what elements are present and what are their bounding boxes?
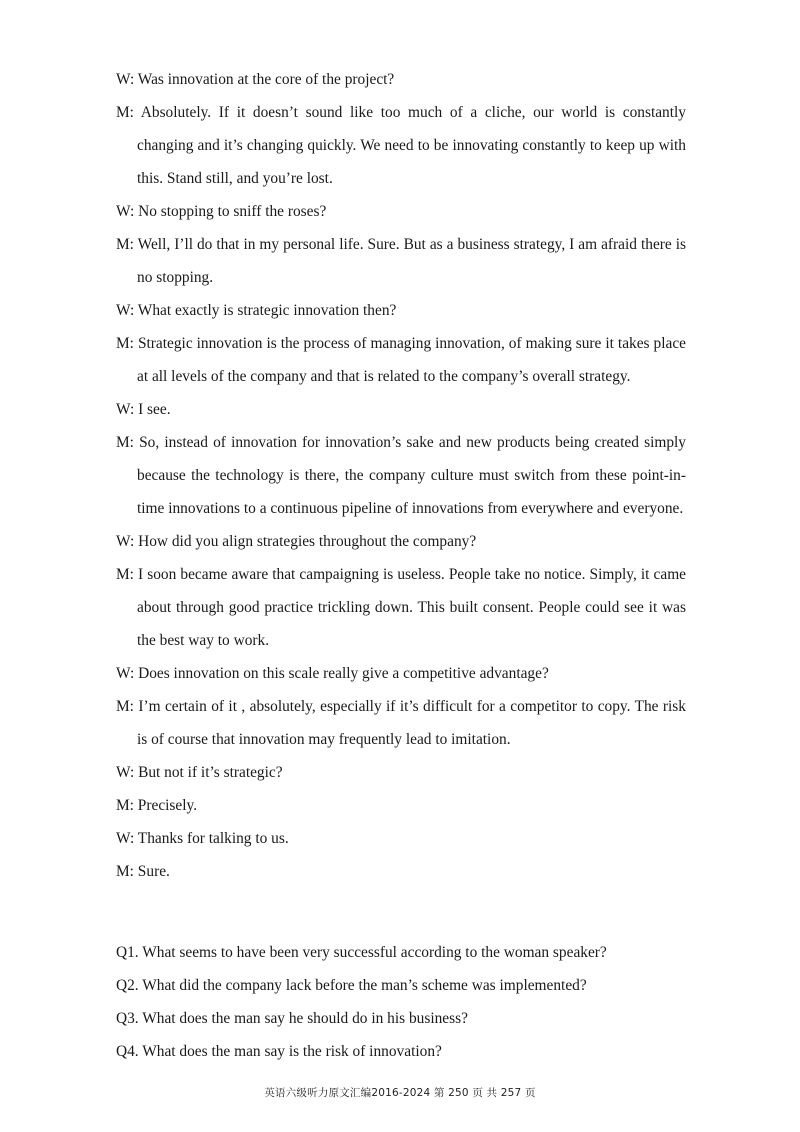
dialogue-transcript [116,63,686,888]
dialogue-turn: W: I see. [116,401,171,418]
question-list [116,936,696,1068]
question-item: Q4. What does the man say is the risk of innovation? [116,1043,442,1060]
dialogue-turn: W: Does innovation on this scale really give a competitive advantage? [116,665,549,682]
dialogue-turn: W: How did you align strategies throughout the company? [116,533,477,550]
dialogue-turn: M: Absolutely. If it doesn’t sound like too much of a cliche, our world is constantly changing and it’s changing quickly. We need to be innovating constantly to keep up with this. Stand still, and you’re lost. [116,104,686,187]
dialogue-turn: M: Precisely. [116,797,198,814]
dialogue-turn: W: No stopping to sniff the roses? [116,203,327,220]
question-item: Q2. What did the company lack before the man’s scheme was implemented? [116,977,587,994]
page-footer: 英语六级听力原文汇编2016-2024 第 250 页 共 257 页 [264,1087,536,1099]
dialogue-turn: W: Thanks for talking to us. [116,830,289,847]
dialogue-turn: M: I’m certain of it , absolutely, especially if it’s difficult for a competitor to copy. The risk is of course that innovation may frequently lead to imitation. [116,698,686,748]
dialogue-turn: W: Was innovation at the core of the project? [116,71,395,88]
question-item: Q1. What seems to have been very successful according to the woman speaker? [116,944,607,961]
dialogue-turn: M: Strategic innovation is the process of managing innovation, of making sure it takes place at all levels of the company and that is related to the company’s overall strategy. [116,335,686,385]
dialogue-turn: M: Well, I’ll do that in my personal life. Sure. But as a business strategy, I am afraid there is no stopping. [116,236,686,286]
dialogue-turn: M: I soon became aware that campaigning is useless. People take no notice. Simply, it came about through good practice trickling down. This built consent. People could see it was the best way to work. [116,566,686,649]
dialogue-turn: W: What exactly is strategic innovation then? [116,302,397,319]
dialogue-turn: W: But not if it’s strategic? [116,764,283,781]
question-item: Q3. What does the man say he should do in his business? [116,1010,468,1027]
dialogue-turn: M: So, instead of innovation for innovation’s sake and new products being created simply because the technology is there, the company culture must switch from these point-in-time innovations to a continuous pipeline of innovations from everywhere and everyone. [116,434,686,517]
dialogue-turn: M: Sure. [116,863,170,880]
